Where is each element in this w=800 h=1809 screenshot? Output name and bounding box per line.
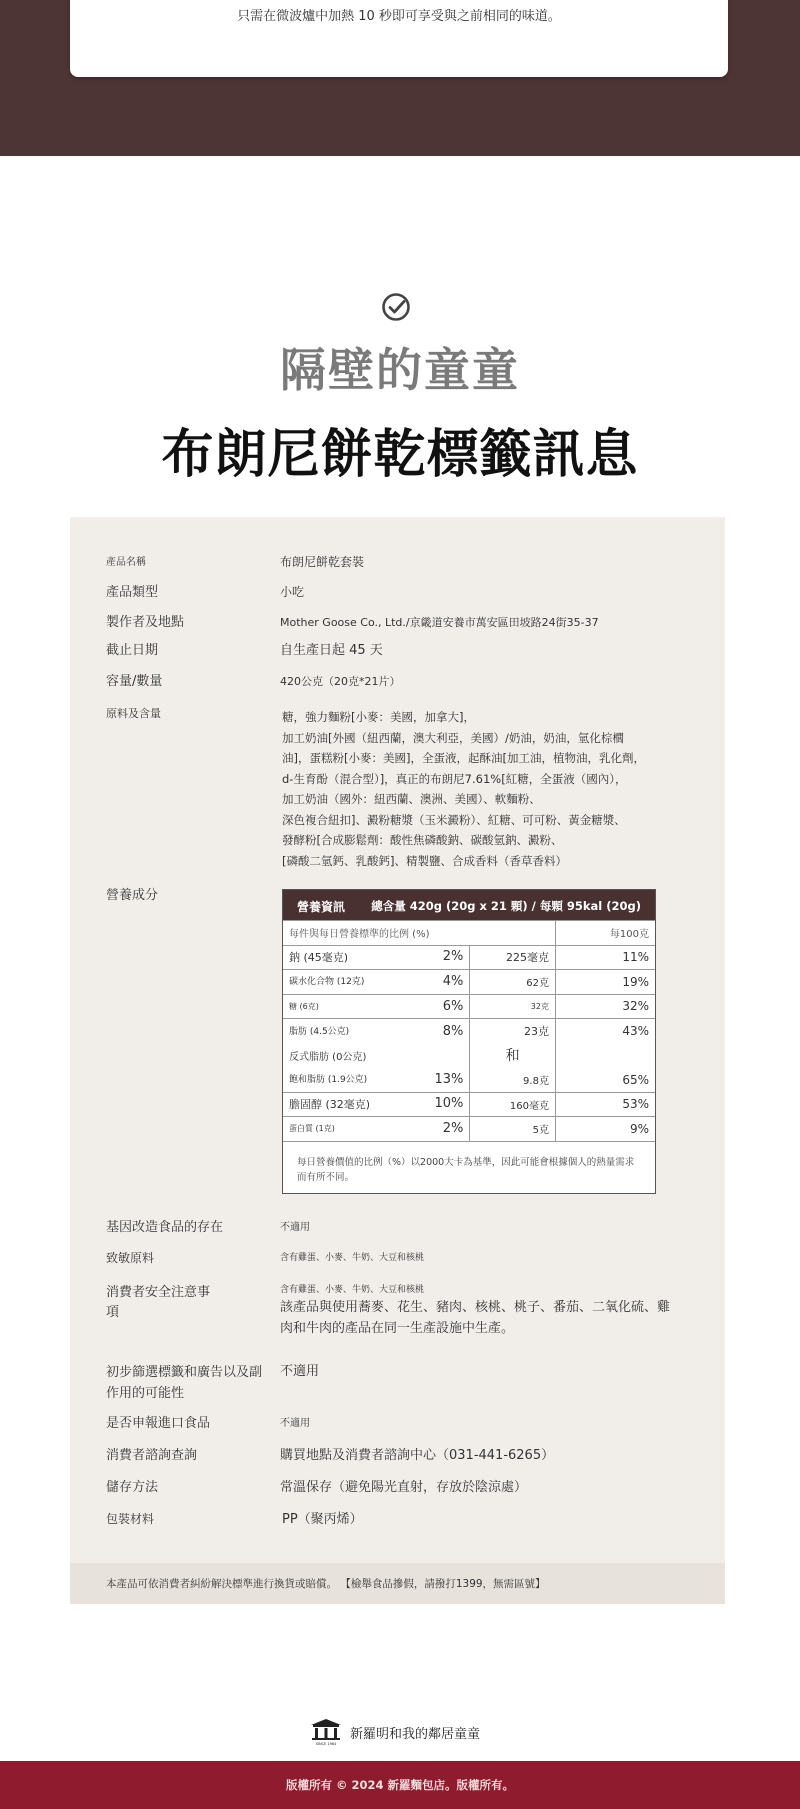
info-value: Mother Goose Co., Ltd./京畿道安養市萬安區田坡路24街35-37 [280,616,599,629]
info-label: 致敏原料 [106,1251,155,1265]
nutrient-name: 反式脂肪 (0公克) [289,1051,367,1063]
bakery-logo-icon [308,1716,344,1746]
nutrition-title: 營養資訊 [297,900,346,914]
nutrient-per100: 32克 [470,994,556,1019]
nutrient-pct: 6% [442,998,464,1014]
nutrient-pct100: 32% [555,994,655,1019]
nutrient-name: 脂肪 (4.5公克) [289,1026,350,1037]
info-label: 消費者諮詢查詢 [106,1448,198,1463]
table-row [283,1019,655,1044]
logo-since-text: SINCE 1984 [315,1742,337,1746]
check-circle-icon [381,292,411,322]
nutrient-name: 糖 (6克) [289,1001,319,1011]
logo-text: 新羅明和我的鄰居童童 [350,1727,481,1742]
nutrition-head-row [283,921,655,946]
nutrient-name: 碳水化合物 (12克) [289,977,365,988]
nutrient-pct100 [555,1043,655,1068]
bakery-logo[interactable] [308,1716,498,1746]
nutrient-pct: 13% [434,1072,464,1087]
info-value: 含有雞蛋、小麥、牛奶、大豆和核桃 [280,1253,425,1263]
nutrient-pct: 4% [442,974,464,990]
info-label: 基因改造食品的存在 [106,1220,224,1235]
info-label: 截止日期 [106,643,159,658]
nutrition-grid [283,920,655,1142]
nutrient-per100: 和 [470,1043,556,1068]
info-label: 製作者及地點 [106,615,185,630]
info-value: 常溫保存（避免陽光直射，存放於陰涼處） [280,1480,528,1495]
nutrient-name: 飽和脂肪 (1.9公克) [289,1075,368,1085]
table-row [283,970,655,995]
nutrient-pct100: 19% [555,970,655,995]
ingredients-list [282,707,692,871]
info-value: 該產品與使用蕎麥、花生、豬肉、核桃、桃子、番茄、二氧化硫、雞肉和牛肉的產品在同一生產設施中生產。 [280,1300,671,1336]
nutrient-pct100: 43% [555,1019,655,1044]
nutrient-per100: 23克 [470,1019,556,1044]
table-row [283,1043,655,1068]
ingredients-line: 發酵粉[合成膨鬆劑：酸性焦磷酸鈉、碳酸氫鈉、澱粉、 [282,833,563,847]
table-row [283,1068,655,1093]
nutrition-note: 每日營養價值的比例（%）以2000大卡為基準，因此可能會根據個人的熱量需求而有所不同。 [297,1157,635,1183]
info-label: 是否申報進口食品 [106,1416,211,1431]
nutrition-head-right: 每100克 [555,921,655,946]
info-label: 原料及含量 [106,707,161,720]
ingredients-line: [磷酸二氫鈣、乳酸鈣]、精製鹽、合成香料（香草香料） [282,853,567,868]
heating-tip-card [70,0,728,77]
info-value: PP（聚丙烯） [282,1512,363,1527]
nutrient-pct: 10% [434,1096,464,1112]
nutrient-name: 膽固醇 (32毫克) [289,1098,371,1112]
nutrient-pct100: 9% [555,1117,655,1142]
table-row [283,1092,655,1117]
table-row [283,994,655,1019]
ingredients-line: 深色複合紐扣]、澱粉糖漿（玉米澱粉）、紅糖、可可粉、黃金糖漿、 [282,812,626,827]
brand-title: 隔壁的童童 [280,343,520,397]
nutrition-header [283,890,655,920]
top-brown-band [0,0,800,156]
info-label: 初步篩選標籤和廣告以及副作用的可能性 [106,1365,263,1401]
info-value: 不適用 [280,1364,320,1379]
nutrient-pct100: 53% [555,1092,655,1117]
refund-notice [70,1563,725,1604]
nutrient-pct: 8% [442,1023,464,1039]
info-label: 消費者安全注意事項 [106,1285,211,1320]
nutrient-per100: 160毫克 [470,1092,556,1117]
info-label: 產品類型 [106,585,159,600]
copyright-text: 版權所有 © 2024 新羅麵包店。版權所有。 [285,1778,515,1792]
info-label: 包裝材料 [106,1512,155,1526]
info-value: 不適用 [280,1222,310,1233]
nutrient-name: 鈉 (45毫克) [289,951,349,965]
info-label: 容量/數量 [106,674,163,689]
nutrition-head-left: 每件與每日營養標準的比例 (%) [283,921,555,946]
ingredients-line: 油]，蛋糕粉[小麥：美國]，全蛋液，起酥油[加工油，植物油，乳化劑， [282,751,645,765]
nutrition-summary: 總含量 420g (20g x 21 顆) / 每顆 95kal (20g) [371,899,641,913]
info-label: 儲存方法 [106,1480,159,1495]
label-info-panel [70,517,725,1604]
note-separator-row [283,1141,655,1142]
ingredients-line: d-生育酚（混合型）]，真正的布朗尼7.61%[紅糖，全蛋液（國內）， [282,771,627,786]
ingredients-line: 糖，強力麵粉[小麥：美國，加拿大]， [282,710,475,724]
nutrient-pct: 2% [442,1121,464,1137]
info-value: 420公克（20克*21片） [280,675,401,688]
copyright-footer [0,1761,800,1809]
ingredients-line: 加工奶油[外國（紐西蘭，澳大利亞，美國）/奶油，奶油，氫化棕櫚 [282,730,624,745]
page-title: 布朗尼餅乾標籤訊息 [161,425,639,485]
info-value: 購買地點及消費者諮詢中心（031-441-6265） [280,1448,555,1463]
info-value: 布朗尼餅乾套裝 [280,555,365,569]
nutrient-name: 蛋白質 (1克) [289,1124,335,1134]
nutrient-pct100: 11% [555,945,655,970]
refund-notice-text: 本產品可依消費者糾紛解決標準進行換貨或賠償。 【檢舉食品摻假，請撥打1399，無需區號】 [106,1578,546,1590]
heating-tip-text: 只需在微波爐中加熱 10 秒即可享受與之前相同的味道。 [237,9,561,24]
info-value: 自生產日起 45 天 [280,643,383,658]
nutrition-facts-table [282,889,656,1194]
nutrient-pct: 2% [442,949,464,965]
nutrient-per100: 5克 [470,1117,556,1142]
table-row [283,1117,655,1142]
table-row [283,945,655,970]
info-label: 營養成分 [106,888,159,903]
nutrient-per100: 225毫克 [470,945,556,970]
nutrient-per100: 62克 [470,970,556,995]
nutrient-pct100: 65% [622,1072,649,1087]
info-value-small: 含有雞蛋、小麥、牛奶、大豆和核桃 [280,1285,425,1295]
nutrient-per100: 9.8克 [470,1068,556,1093]
ingredients-line: 加工奶油（國外：紐西蘭、澳洲、美國）、軟麵粉、 [282,792,541,806]
info-value: 小吃 [280,585,305,599]
info-label: 產品名稱 [106,557,146,568]
info-value: 不適用 [280,1418,310,1429]
